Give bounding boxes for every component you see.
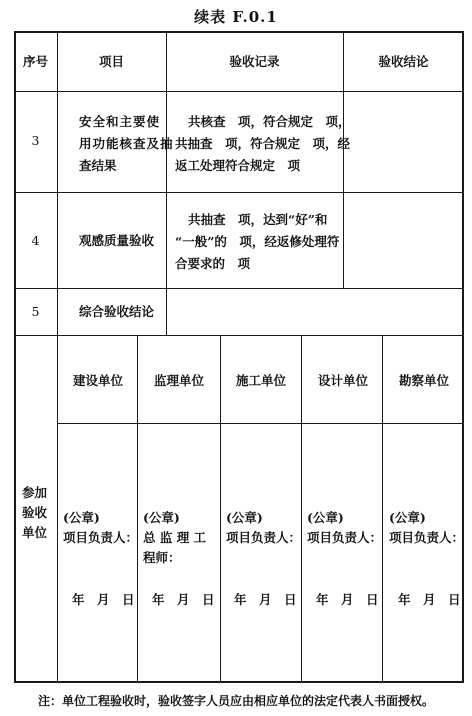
unit-person: 项目负责人： bbox=[226, 530, 302, 545]
row-5-seq: 5 bbox=[31, 304, 40, 319]
unit-name: 勘察单位 bbox=[399, 373, 450, 388]
row-divider bbox=[14, 288, 464, 289]
unit-seal: (公章) bbox=[63, 510, 100, 525]
row-3-record-line: 返工处理符合规定 项 bbox=[175, 158, 301, 173]
unit-date: 年 月 日 bbox=[152, 592, 215, 607]
unit-date: 年 月 日 bbox=[72, 592, 135, 607]
header-seq: 序号 bbox=[22, 54, 48, 69]
unit-person: 项目负责人： bbox=[63, 530, 139, 545]
unit-seal: (公章) bbox=[143, 510, 180, 525]
participants-label-line: 单位 bbox=[22, 525, 48, 540]
row-3-item-line: 安全和主要使 bbox=[79, 114, 161, 129]
unit-person: 总 监 理 工 bbox=[143, 530, 207, 545]
row-3-record-line: 共核查 项，符合规定 项， bbox=[188, 114, 351, 129]
participants-label-line: 验收 bbox=[22, 505, 48, 520]
unit-date: 年 月 日 bbox=[398, 592, 461, 607]
row-4-record-line: “一般”的 项，经返修处理符 bbox=[175, 234, 340, 249]
unit-date: 年 月 日 bbox=[316, 592, 379, 607]
col-divider bbox=[220, 335, 221, 683]
row-divider bbox=[14, 91, 464, 92]
unit-name: 建设单位 bbox=[73, 373, 124, 388]
header-record: 验收记录 bbox=[229, 54, 280, 69]
unit-person: 程师： bbox=[143, 550, 181, 565]
col-divider bbox=[166, 31, 167, 335]
unit-name: 设计单位 bbox=[318, 373, 369, 388]
row-3-record-line: 共抽查 项，符合规定 项，经 bbox=[175, 136, 351, 151]
row-divider bbox=[57, 423, 464, 424]
unit-seal: (公章) bbox=[307, 510, 344, 525]
header-item: 项目 bbox=[98, 54, 124, 69]
unit-date: 年 月 日 bbox=[234, 592, 297, 607]
unit-seal: (公章) bbox=[389, 510, 426, 525]
unit-person: 项目负责人： bbox=[389, 530, 465, 545]
unit-name: 监理单位 bbox=[154, 373, 205, 388]
row-4-record-line: 共抽查 项，达到“好”和 bbox=[188, 212, 328, 227]
row-divider bbox=[14, 335, 464, 336]
col-divider bbox=[57, 31, 58, 683]
footnote: 注：单位工程验收时，验收签字人员应由相应单位的法定代表人书面授权。 bbox=[38, 694, 435, 708]
unit-seal: (公章) bbox=[226, 510, 263, 525]
col-divider bbox=[137, 335, 138, 683]
row-3-seq: 3 bbox=[31, 133, 40, 148]
row-3-item-line: 用功能核查及抽 bbox=[79, 136, 174, 151]
participants-label-line: 参加 bbox=[22, 485, 48, 500]
row-3-item-line: 查结果 bbox=[79, 158, 117, 173]
col-divider bbox=[382, 335, 383, 683]
row-4-seq: 4 bbox=[31, 233, 40, 248]
unit-name: 施工单位 bbox=[236, 373, 287, 388]
unit-person: 项目负责人： bbox=[307, 530, 383, 545]
col-divider bbox=[301, 335, 302, 683]
row-5-item: 综合验收结论 bbox=[79, 304, 155, 319]
header-conclusion: 验收结论 bbox=[378, 54, 429, 69]
row-divider bbox=[14, 192, 464, 193]
row-4-record-line: 合要求的 项 bbox=[175, 256, 251, 271]
row-4-item-line: 观感质量验收 bbox=[79, 233, 155, 248]
table-title: 续表 F.0.1 bbox=[194, 8, 278, 26]
